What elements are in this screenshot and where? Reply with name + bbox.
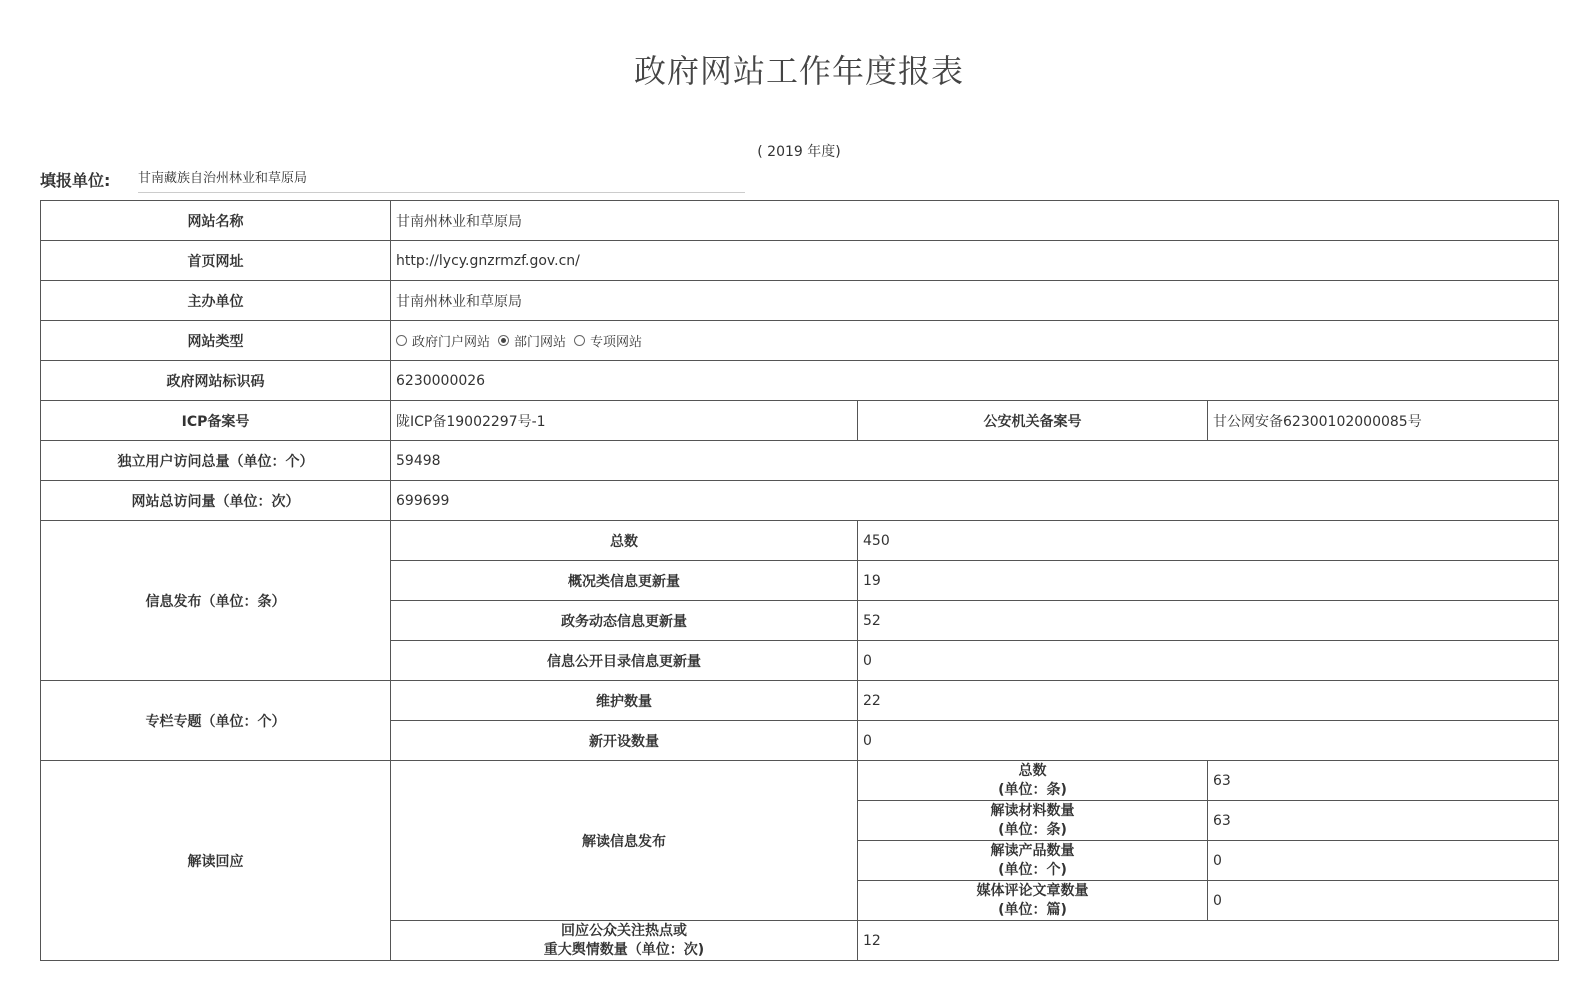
table-row bbox=[41, 681, 1559, 721]
info-news-label: 政务动态信息更新量 bbox=[391, 601, 858, 641]
table-row bbox=[41, 761, 1559, 801]
interpret-publish-label: 解读信息发布 bbox=[391, 761, 858, 921]
radio-portal-site[interactable] bbox=[396, 331, 490, 350]
interpret-media-value: 0 bbox=[1208, 881, 1559, 921]
interpret-label: 解读回应 bbox=[41, 761, 391, 961]
table-row bbox=[41, 321, 1559, 361]
report-year: ( 2019 年度) bbox=[757, 144, 841, 160]
radio-unchecked-icon bbox=[396, 335, 407, 346]
unique-visitors-value: 59498 bbox=[391, 441, 1559, 481]
info-catalog-value: 0 bbox=[858, 641, 1559, 681]
interpret-media-label bbox=[858, 881, 1208, 921]
report-table bbox=[40, 200, 1559, 961]
table-row bbox=[41, 521, 1559, 561]
hotspot-response-label bbox=[391, 921, 858, 961]
info-overview-value: 19 bbox=[858, 561, 1559, 601]
interpret-material-value: 63 bbox=[1208, 801, 1559, 841]
filling-unit-label: 填报单位: bbox=[40, 171, 111, 190]
site-type-options bbox=[391, 321, 1559, 361]
interpret-total-label bbox=[858, 761, 1208, 801]
radio-special-site[interactable] bbox=[574, 331, 642, 350]
columns-maintained-label: 维护数量 bbox=[391, 681, 858, 721]
homepage-value: http://lycy.gnzrmzf.gov.cn/ bbox=[391, 241, 1559, 281]
icp-label: ICP备案号 bbox=[41, 401, 391, 441]
total-visits-value: 699699 bbox=[391, 481, 1559, 521]
label-line: 总数 bbox=[1018, 762, 1047, 779]
columns-new-label: 新开设数量 bbox=[391, 721, 858, 761]
sponsor-value: 甘南州林业和草原局 bbox=[391, 281, 1559, 321]
label-line: 回应公众关注热点或 bbox=[561, 922, 687, 939]
filling-unit-row bbox=[40, 166, 745, 194]
info-catalog-label: 信息公开目录信息更新量 bbox=[391, 641, 858, 681]
interpret-product-label bbox=[858, 841, 1208, 881]
columns-maintained-value: 22 bbox=[858, 681, 1559, 721]
label-unit: (单位：个) bbox=[998, 861, 1067, 878]
label-line: 重大舆情数量（单位：次) bbox=[543, 941, 705, 958]
radio-label: 政府门户网站 bbox=[412, 335, 491, 350]
site-name-label: 网站名称 bbox=[41, 201, 391, 241]
table-row bbox=[41, 481, 1559, 521]
info-total-value: 450 bbox=[858, 521, 1559, 561]
info-overview-label: 概况类信息更新量 bbox=[391, 561, 858, 601]
radio-checked-icon bbox=[498, 335, 509, 346]
interpret-total-value: 63 bbox=[1208, 761, 1559, 801]
radio-unchecked-icon bbox=[574, 335, 585, 346]
police-record-label: 公安机关备案号 bbox=[858, 401, 1208, 441]
radio-label: 专项网站 bbox=[590, 335, 643, 350]
label-unit: (单位：篇) bbox=[998, 901, 1067, 918]
site-type-label: 网站类型 bbox=[41, 321, 391, 361]
homepage-label: 首页网址 bbox=[41, 241, 391, 281]
table-row bbox=[41, 241, 1559, 281]
unique-visitors-label: 独立用户访问总量（单位：个） bbox=[41, 441, 391, 481]
total-visits-label: 网站总访问量（单位：次） bbox=[41, 481, 391, 521]
columns-label: 专栏专题（单位：个） bbox=[41, 681, 391, 761]
police-record-value: 甘公网安备62300102000085号 bbox=[1208, 401, 1559, 441]
site-type-radio-group bbox=[396, 331, 1553, 350]
table-row bbox=[41, 201, 1559, 241]
interpret-product-value: 0 bbox=[1208, 841, 1559, 881]
label-line: 媒体评论文章数量 bbox=[976, 882, 1089, 899]
sponsor-label: 主办单位 bbox=[41, 281, 391, 321]
page-title: 政府网站工作年度报表 bbox=[633, 52, 964, 90]
radio-label: 部门网站 bbox=[514, 335, 567, 350]
icp-value: 陇ICP备19002297号-1 bbox=[391, 401, 858, 441]
label-unit: (单位：条) bbox=[998, 781, 1067, 798]
label-line: 解读材料数量 bbox=[990, 802, 1075, 819]
table-row bbox=[41, 361, 1559, 401]
label-line: 解读产品数量 bbox=[990, 842, 1075, 859]
interpret-material-label bbox=[858, 801, 1208, 841]
filling-unit-field[interactable]: 甘南藏族自治州林业和草原局 bbox=[138, 166, 745, 193]
hotspot-response-value: 12 bbox=[858, 921, 1559, 961]
columns-new-value: 0 bbox=[858, 721, 1559, 761]
site-name-value: 甘南州林业和草原局 bbox=[391, 201, 1559, 241]
table-row bbox=[41, 401, 1559, 441]
label-unit: (单位：条) bbox=[998, 821, 1067, 838]
site-code-value: 6230000026 bbox=[391, 361, 1559, 401]
site-code-label: 政府网站标识码 bbox=[41, 361, 391, 401]
info-total-label: 总数 bbox=[391, 521, 858, 561]
table-row bbox=[41, 281, 1559, 321]
radio-department-site[interactable] bbox=[498, 331, 566, 350]
info-news-value: 52 bbox=[858, 601, 1559, 641]
table-row bbox=[41, 441, 1559, 481]
info-publish-label: 信息发布（单位：条） bbox=[41, 521, 391, 681]
